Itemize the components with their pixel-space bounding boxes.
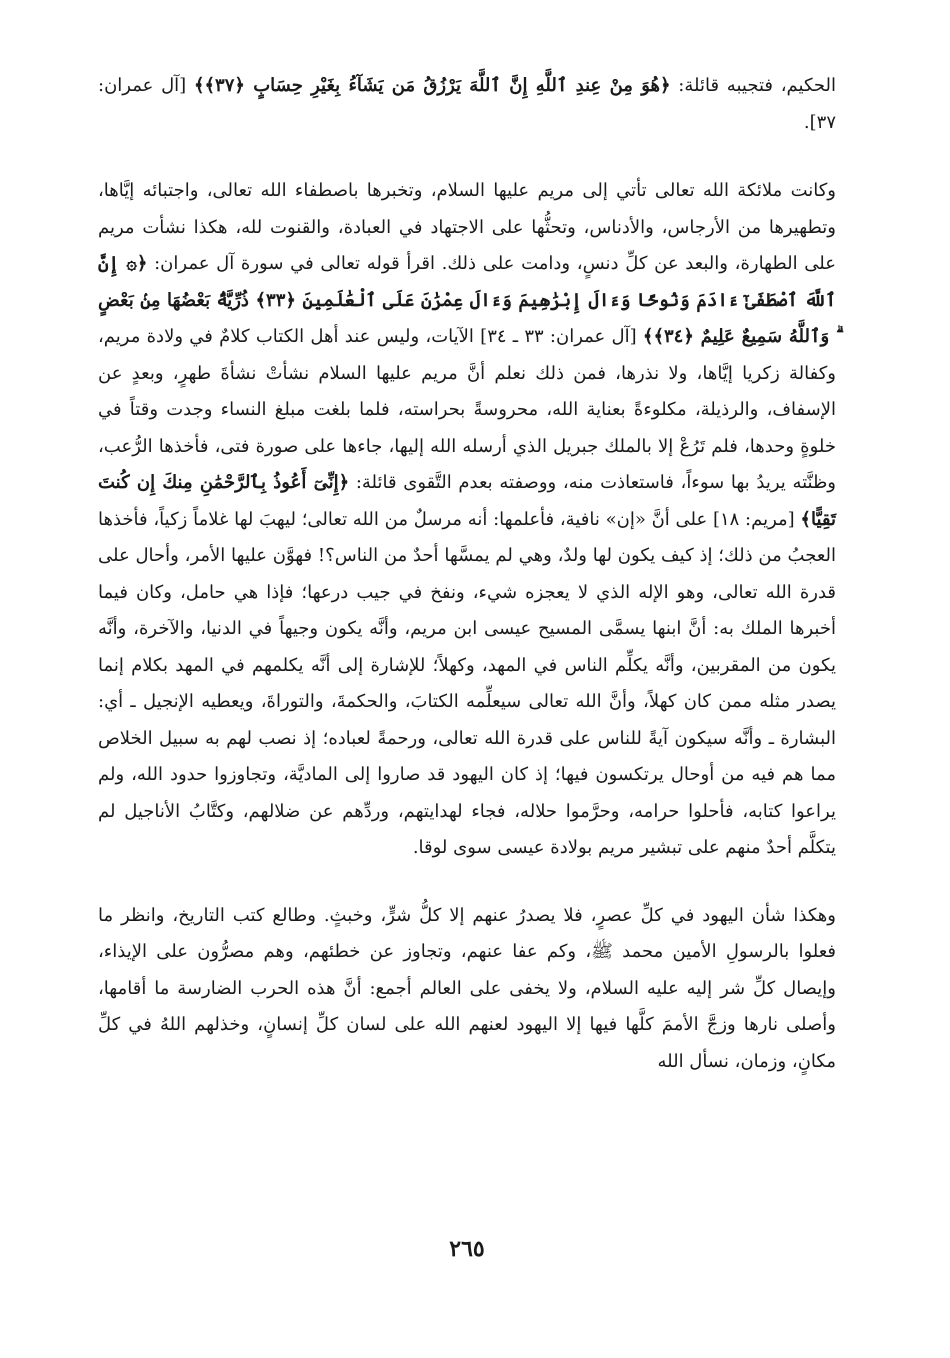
paragraph-2 [98, 173, 836, 867]
quran-verse: ﴿إِنِّىٓ أَعُوذُ بِٱلرَّحْمَٰنِ مِنكَ إِن كُنتَ تَقِيًّا﴾ [98, 472, 836, 530]
text-segment: وهكذا شأن اليهود في كلِّ عصرٍ، فلا يصدرُ عنهم إلا كلُّ شرٍّ، وخبثٍ. وطالع كتب التاريخ، وانظر ما فعلوا بالرسولِ الأمين محمد ﷺ، وكم عفا عنهم، وتجاوز عن خطئهم، وهم مصرُّون على الإيذاء، وإيصال كلِّ شر إليه عليه السلام، ولا يخفى على العالم أجمع: أنَّ هذه الحرب الضارسة ما أقامها، وأصلى نارها وزجَّ الأممَ كلَّها فيها إلا اليهود لعنهم الله على لسان كلِّ إنسانٍ، وخذلهم اللهُ في كلِّ مكانٍ، وزمان، نسأل الله [98, 904, 836, 1072]
text-segment: [آل عمران: ٣٣ ـ ٣٤] الآيات، وليس عند أهل الكتاب كلامٌ في ولادة مريم، وكفالة زكريا إيَّاها، ولا نذرها، فمن ذلك نعلم أنَّ مريم عليها السلام نشأتْ نشأةَ طهرٍ، وبعدٍ عن الإسفاف، والرذيلة، مكلوءةً بعناية الله، محروسةً بحراسته، فلما بلغت مبلغ النساء وجدت وقتاً في خلوةٍ وحدها، فلم تَرُعْ إلا بالملك جبريل الذي أرسله الله إليها، جاءها على صورة فتى، فأخذها الرُّعب، وظنَّته يريدُ بها سوءاً، فاستعاذت منه، ووصفته بعدم التَّقوى قائلة: [98, 326, 837, 493]
book-page [98, 68, 836, 1298]
verse-citation: [آل عمران: ٣٧]. [98, 75, 836, 133]
text-segment: [مريم: ١٨] على أنَّ «إن» نافية، فأعلمها: أنه مرسلٌ من الله تعالى؛ ليهبَ لها غلاماً زكياً، فأخذها العجبُ من ذلك؛ إذ كيف يكون لها ولدٌ، وهي لم يمسَّها أحدٌ من الناس؟! فهوَّن عليها الأمر، وأحال على قدرة الله تعالى، وهو الإله الذي لا يعجزه شيء، ونفخ في جيب درعها؛ فإذا هي حامل، وكان فيما أخبرها الملك به: أنَّ ابنها يسمَّى المسيح عيسى ابن مريم، وأنَّه يكون وجيهاً في الدنيا، والآخرة، وأنَّه يكون من المقربين، وأنَّه يكلِّم الناس في المهد، وكهلاً؛ للإشارة إلى أنَّه يكلمهم في المهد بكلام إنما يصدر مثله ممن كان كهلاً، وأنَّ الله تعالى سيعلِّمه الكتابَ، والحكمةَ، والتوراةَ، ويعطيه الإنجيل ـ أي: البشارة ـ وأنَّه سيكون آيةً للناس على قدرة الله تعالى، ورحمةً لعباده؛ إذ نصب لهم به سبيل الخلاص مما هم فيه من أوحال يرتكسون فيها؛ إذ كان اليهود قد صاروا إلى الماديَّة، وتجاوزوا حدود الله، ولم يراعوا كتابه، فأحلوا حرامه، وحرَّموا حلاله، فجاء لهدايتهم، وردِّهم عن ضلالهم، وكتَّابُ الأناجيل لم يتكلَّم أحدٌ منهم على تبشير مريم بولادة عيسى سوى لوقا. [98, 508, 836, 858]
text-segment: الحكيم، فتجيبه قائلة: [670, 75, 836, 96]
paragraph-1 [98, 68, 836, 141]
page-number: ٢٦٥ [449, 1236, 485, 1262]
quran-verse: ﴿هُوَ مِنْ عِندِ ٱللَّهِ إِنَّ ٱللَّهَ يَرْزُقُ مَن يَشَآءُ بِغَيْرِ حِسَابٍ ﴿٣٧﴾﴾ [193, 75, 671, 96]
paragraph-3 [98, 898, 836, 1081]
quran-verse: ﴿۞ إِنَّ ٱللَّهَ ٱصْطَفَىٰٓ ءَادَمَ وَنُوحًا وَءَالَ إِبْرَٰهِيمَ وَءَالَ عِمْرَٰنَ عَلَى ٱلْعَٰلَمِينَ ﴿٣٣﴾ ذُرِّيَّةًۢ بَعْضُهَا مِنۢ بَعْضٍ ۗ وَٱللَّهُ سَمِيعٌ عَلِيمٌ ﴿٣٤﴾﴾ [98, 253, 836, 347]
text-segment: وكانت ملائكة الله تعالى تأتي إلى مريم عليها السلام، وتخبرها باصطفاء الله تعالى، واجتبائه إيَّاها، وتطهيرها من الأرجاس، والأدناس، وتحثُّها على الاجتهاد في العبادة، والقنوت لله، هكذا نشأت مريم على الطهارة، والبعد عن كلِّ دنسٍ، ودامت على ذلك. اقرأ قوله تعالى في سورة آل عمران: [98, 180, 836, 274]
